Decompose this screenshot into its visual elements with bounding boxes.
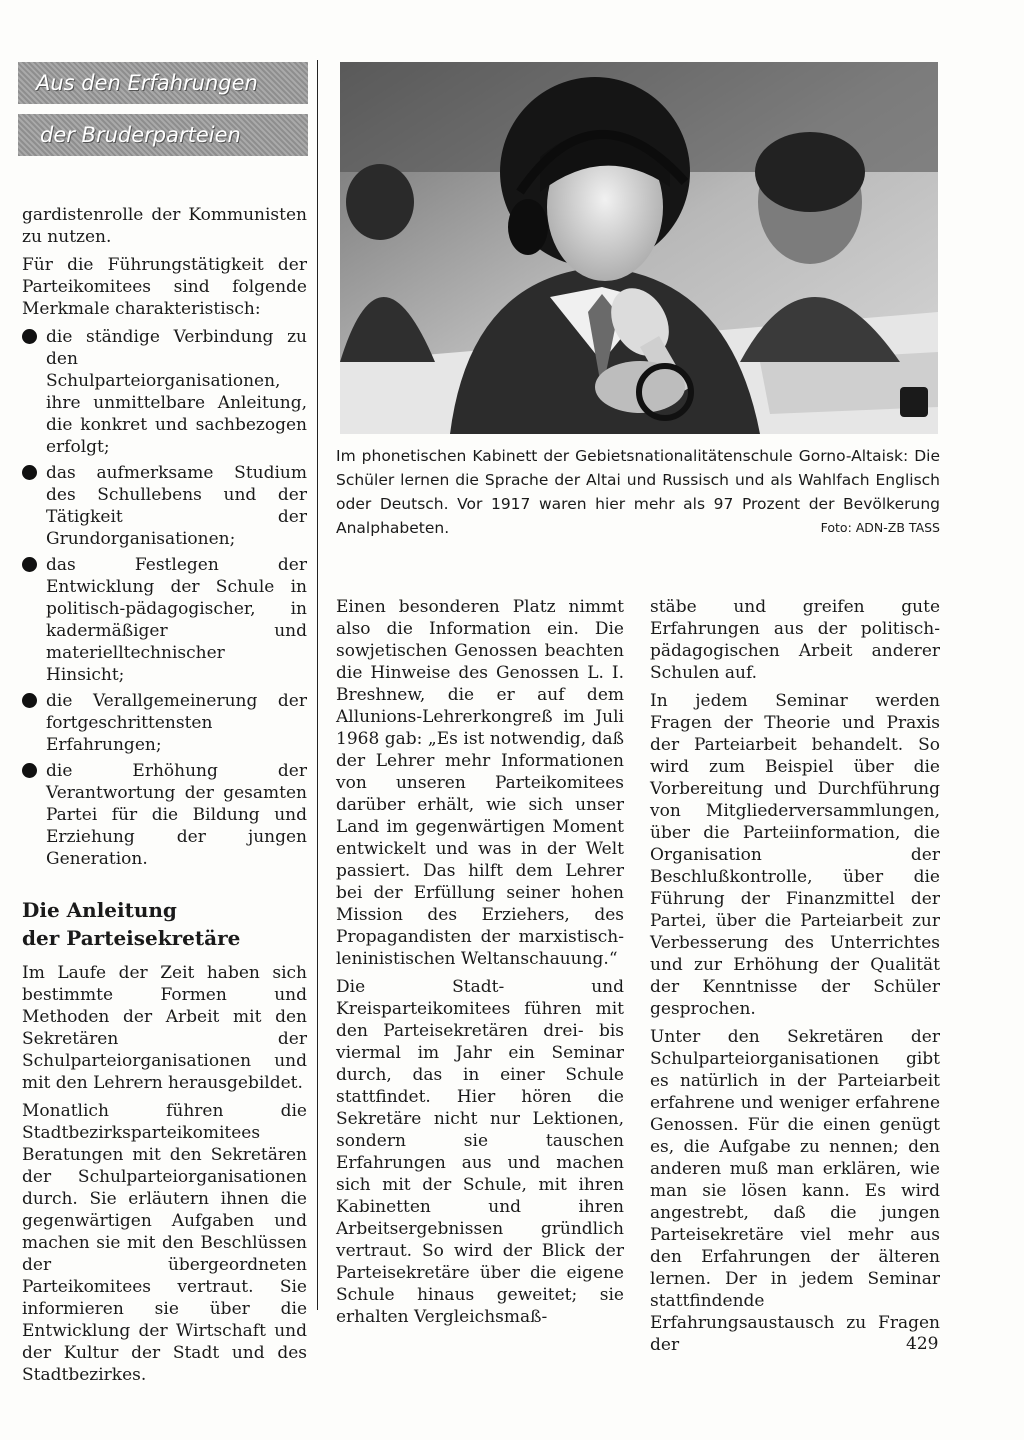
- photo-illustration: [340, 62, 938, 434]
- section-banner: [18, 62, 298, 156]
- section-heading: [22, 896, 307, 952]
- list-item: [22, 554, 307, 686]
- classroom-photo: [340, 62, 938, 434]
- paragraph: stäbe und greifen gute Erfahrungen aus der politisch-pädagogischen Arbeit anderer Schulen auf.: [650, 597, 940, 683]
- list-item: [22, 760, 307, 870]
- page-number: 429: [906, 1334, 939, 1354]
- banner-line-2: der Bruderparteien: [18, 114, 308, 156]
- text-column-2: [336, 596, 624, 1334]
- column-divider: [317, 60, 318, 1310]
- list-item-text: die Erhöhung der Verantwortung der gesamten Partei für die Bildung und Erziehung der jungen Generation.: [46, 761, 307, 869]
- paragraph: Einen besonderen Platz nimmt also die Information ein. Die sowjetischen Genossen beachten die Hinweise des Genossen L. I. Breshnew, die er auf dem Allunions-Lehrerkongreß im Juli 1968 gab: „Es ist notwendig, daß der Lehrer mehr Informationen von unseren Parteikomitees darüber erhält, wie sich unser Land im gegenwärtigen Moment entwickelt und was in der Welt passiert. Das hilft dem Lehrer bei der Erfüllung seiner hohen Mission des Erziehers, des Propagandisten der marxistisch-leninistischen Weltanschauung.“: [336, 597, 624, 969]
- paragraph: Für die Führungstätigkeit der Parteikomitees sind folgende Merkmale charakteristisch:: [22, 255, 307, 319]
- paragraph: Im Laufe der Zeit haben sich bestimmte Formen und Methoden der Arbeit mit den Sekretären der Schulparteiorganisationen und mit den Lehrern herausgebildet.: [22, 963, 307, 1093]
- paragraph: In jedem Seminar werden Fragen der Theorie und Praxis der Parteiarbeit behandelt. So wird zum Beispiel über die Vorbereitung und Durchführung von Mitgliederversammlungen, über die Parteiinformation, die Organisation der Beschlußkontrolle, über die Führung der Finanzmittel der Partei, über die Parteiarbeit zur Verbesserung des Unterrichtes und zur Erhöhung der Qualität der Kenntnisse der Schüler gesprochen.: [650, 691, 940, 1019]
- bullet-icon: [22, 693, 37, 708]
- text-column-3: [650, 596, 940, 1362]
- paragraph: Monatlich führen die Stadtbezirksparteikomitees Beratungen mit den Sekretären der Schulparteiorganisationen durch. Sie erläutern ihnen die gegenwärtigen Aufgaben und machen sie mit den Beschlüssen der übergeordneten Parteikomitees vertraut. Sie informieren sie über die Entwicklung der Wirtschaft und der Kultur der Stadt und des Stadtbezirkes.: [22, 1101, 307, 1385]
- banner-line-1: Aus den Erfahrungen: [18, 62, 308, 104]
- section-heading-line-2: der Parteisekretäre: [22, 926, 241, 950]
- list-item: [22, 690, 307, 756]
- photo-caption: Im phonetischen Kabinett der Gebietsnationalitätenschule Gorno-Altaisk: Die Schüler lernen die Sprache der Altai und Russisch und als Wahlfach Englisch oder Deutsch. Vor 1917 waren hier mehr als 97 Prozent der Bevölkerung Analphabeten.: [336, 447, 940, 537]
- bullet-list: [22, 326, 307, 870]
- paragraph: gardistenrolle der Kommunisten zu nutzen.: [22, 205, 307, 247]
- list-item-text: die ständige Verbindung zu den Schulparteiorganisationen, ihre unmittelbare Anleitung, die konkret und sachbezogen erfolgt;: [46, 327, 307, 457]
- list-item-text: das aufmerksame Studium des Schullebens und der Tätigkeit der Grundorganisationen;: [46, 463, 307, 549]
- list-item: [22, 326, 307, 458]
- text-column-1: [22, 204, 307, 1392]
- photo-credit: Foto: ADN-ZB TASS: [820, 520, 940, 535]
- paragraph: Die Stadt- und Kreisparteikomitees führen mit den Parteisekretären drei- bis viermal im Jahr ein Seminar durch, das in einer Schule stattfindet. Hier hören die Sekretäre nicht nur Lektionen, sondern sie tauschen Erfahrungen aus und machen sich mit der Schule, mit ihren Kabinetten und ihren Arbeitsergebnissen gründlich vertraut. So wird der Blick der Parteisekretäre über die eigene Schule hinaus geweitet; sie erhalten Vergleichsmaß-: [336, 977, 624, 1327]
- list-item-text: die Verallgemeinerung der fortgeschrittensten Erfahrungen;: [46, 691, 307, 755]
- bullet-icon: [22, 465, 37, 480]
- section-heading-line-1: Die Anleitung: [22, 898, 177, 922]
- bullet-icon: [22, 557, 37, 572]
- list-item: [22, 462, 307, 550]
- list-item-text: das Festlegen der Entwicklung der Schule in politisch-pädagogischer, in kadermäßiger und materielltechnischer Hinsicht;: [46, 555, 307, 685]
- paragraph: Unter den Sekretären der Schulparteiorganisationen gibt es natürlich in der Parteiarbeit erfahrene und weniger erfahrene Genossen. Für die einen genügt es, die Aufgabe zu nennen; den anderen muß man erklären, wie man sie lösen kann. Es wird angestrebt, daß die jungen Parteisekretäre viel mehr aus den Erfahrungen der älteren lernen. Der in jedem Seminar stattfindende Erfahrungsaustausch zu Fragen der: [650, 1027, 940, 1355]
- bullet-icon: [22, 329, 37, 344]
- bullet-icon: [22, 763, 37, 778]
